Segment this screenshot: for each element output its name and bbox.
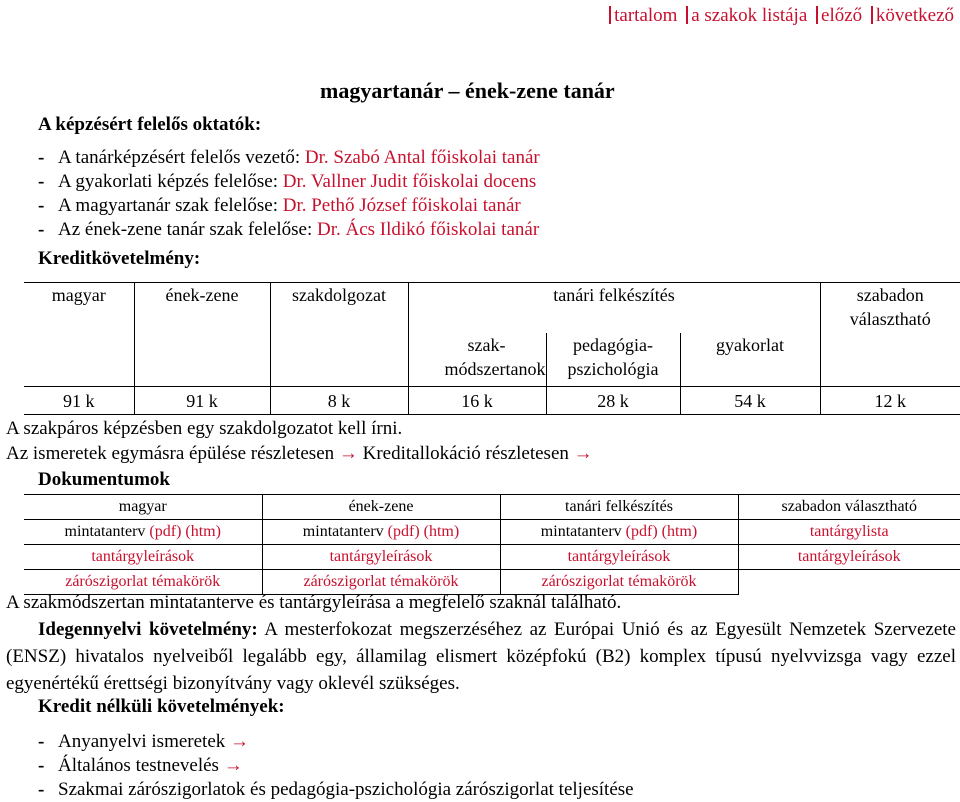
no-credit-item: Anyanyelvi ismeretek bbox=[58, 731, 226, 752]
mintatanterv-cell-magyar: mintatanterv (pdf) (htm) bbox=[24, 520, 262, 545]
header-szakmodszertan: szak- módszertanok bbox=[408, 333, 546, 387]
zaroszigorlat-cell bbox=[24, 570, 262, 595]
header-enekzene: ének-zene bbox=[134, 283, 270, 387]
credit-table bbox=[24, 282, 960, 415]
documents-table bbox=[24, 494, 960, 595]
nav-link-previous[interactable]: előző bbox=[821, 5, 863, 26]
role-label: A magyartanár szak felelőse: bbox=[58, 195, 283, 216]
tantargyleiras-link-enekzene[interactable]: tantárgyleírások bbox=[329, 548, 433, 565]
mintatanterv-cell-enekzene: mintatanterv (pdf) (htm) bbox=[262, 520, 500, 545]
tantargylista-link[interactable]: tantárgylista bbox=[809, 523, 889, 540]
list-item: - Az ének-zene tanár szak felelőse: Dr. Ács Ildikó főiskolai tanár bbox=[38, 219, 540, 240]
header-magyar: magyar bbox=[24, 283, 134, 387]
role-label: A tanárképzésért felelős vezető: bbox=[58, 147, 305, 168]
credit-heading: Kreditkövetelmény: bbox=[38, 248, 201, 269]
list-item: - Szakmai zárószigorlatok és pedagógia-pszichológia zárószigorlat teljesítése bbox=[38, 779, 634, 800]
header-szabadon: szabadon választható bbox=[820, 283, 960, 387]
nav-link-next[interactable]: következő bbox=[875, 5, 954, 26]
zaroszigorlat-link-enekzene[interactable]: zárószigorlat témakörök bbox=[303, 573, 459, 590]
language-text: A mesterfokozat megszerzéséhez az Európai Unió és az Egyesült Nemzetek Szervezete (ENSZ) hivatalos nyelveiből legalább egy, államilag elismert középfokú (B2) komplex típusú nyelvvizsga vagy ezzel egyenértékű érettségi bizonyítvány vagy oklevél szükséges. bbox=[6, 619, 956, 694]
credit-value-szabadon: 12 k bbox=[820, 387, 960, 415]
nav-separator bbox=[871, 6, 873, 24]
zaroszigorlat-cell bbox=[262, 570, 500, 595]
role-label: A gyakorlati képzés felelőse: bbox=[58, 171, 283, 192]
credit-value-enekzene: 91 k bbox=[134, 387, 270, 415]
doc-header-szabadon: szabadon választható bbox=[738, 495, 960, 520]
nav-link-program-list[interactable]: a szakok listája bbox=[691, 5, 808, 26]
zaroszigorlat-link-magyar[interactable]: zárószigorlat témakörök bbox=[65, 573, 221, 590]
tantargyleiras-cell bbox=[24, 545, 262, 570]
header-szakdolgozat: szakdolgozat bbox=[270, 283, 408, 387]
header-pedagogia: pedagógia- pszichológia bbox=[546, 333, 680, 387]
zaroszigorlat-cell bbox=[500, 570, 738, 595]
list-item: - Általános testnevelés → bbox=[38, 755, 243, 776]
pdf-link[interactable]: (pdf) bbox=[387, 523, 420, 540]
empty-cell bbox=[738, 570, 960, 595]
nav-separator bbox=[686, 6, 688, 24]
list-item: - A gyakorlati képzés felelőse: Dr. Vallner Judit főiskolai docens bbox=[38, 171, 537, 192]
tantargyleiras-cell bbox=[738, 545, 960, 570]
language-label: Idegennyelvi követelmény: bbox=[38, 619, 258, 640]
htm-link[interactable]: (htm) bbox=[185, 523, 221, 540]
nav-link-contents[interactable]: tartalom bbox=[614, 5, 678, 26]
szakmodszertan-note: A szakmódszertan mintatanterve és tantárgyleírása a megfelelő szaknál található. bbox=[6, 592, 622, 613]
responsible-list bbox=[38, 146, 540, 242]
documents-heading: Dokumentumok bbox=[38, 469, 170, 490]
doc-header-magyar: magyar bbox=[24, 495, 262, 520]
no-credit-item: Szakmai zárószigorlatok és pedagógia-pszichológia zárószigorlat teljesítése bbox=[58, 779, 634, 800]
tantargylista-cell bbox=[738, 520, 960, 545]
tantargyleiras-cell bbox=[500, 545, 738, 570]
mintatanterv-cell-tanari: mintatanterv (pdf) (htm) bbox=[500, 520, 738, 545]
credit-value-szakmodszertan: 16 k bbox=[408, 387, 546, 415]
doc-header-enekzene: ének-zene bbox=[262, 495, 500, 520]
header-tanari: tanári felkészítés bbox=[408, 283, 820, 333]
ismeretek-arrow-link[interactable]: → bbox=[338, 443, 358, 464]
testneveles-arrow-link[interactable]: → bbox=[223, 755, 243, 776]
tantargyleiras-link-szabadon[interactable]: tantárgyleírások bbox=[797, 548, 901, 565]
szakparos-note: A szakpáros képzésben egy szakdolgozatot kell írni. bbox=[6, 418, 403, 439]
header-gyakorlat: gyakorlat bbox=[680, 333, 820, 387]
page-title: magyartanár – ének-zene tanár bbox=[320, 78, 615, 103]
pdf-link[interactable]: (pdf) bbox=[625, 523, 658, 540]
responsible-heading: A képzésért felelős oktatók: bbox=[38, 114, 262, 135]
credit-value-gyakorlat: 54 k bbox=[680, 387, 820, 415]
person-link[interactable]: Dr. Pethő József főiskolai tanár bbox=[282, 195, 521, 216]
tantargyleiras-link-tanari[interactable]: tantárgyleírások bbox=[567, 548, 671, 565]
tantargyleiras-link-magyar[interactable]: tantárgyleírások bbox=[91, 548, 195, 565]
no-credit-list bbox=[38, 730, 634, 802]
htm-link[interactable]: (htm) bbox=[661, 523, 698, 540]
credit-value-szakdolgozat: 8 k bbox=[270, 387, 408, 415]
pdf-link[interactable]: (pdf) bbox=[149, 523, 182, 540]
tantargyleiras-cell bbox=[262, 545, 500, 570]
list-item: - A tanárképzésért felelős vezető: Dr. Szabó Antal főiskolai tanár bbox=[38, 147, 540, 168]
language-requirement bbox=[6, 616, 956, 697]
person-link[interactable]: Dr. Vallner Judit főiskolai docens bbox=[282, 171, 537, 192]
role-label: Az ének-zene tanár szak felelőse: bbox=[58, 219, 317, 240]
list-item: - Anyanyelvi ismeretek → bbox=[38, 731, 250, 752]
list-item: - A magyartanár szak felelőse: Dr. Pethő József főiskolai tanár bbox=[38, 195, 521, 216]
top-navigation bbox=[605, 5, 954, 27]
kreditallokacio-arrow-link[interactable]: → bbox=[573, 443, 593, 464]
nav-separator bbox=[609, 6, 611, 24]
credit-value-magyar: 91 k bbox=[24, 387, 134, 415]
no-credit-item: Általános testnevelés bbox=[58, 755, 219, 776]
person-link[interactable]: Dr. Ács Ildikó főiskolai tanár bbox=[317, 219, 540, 240]
ismeretek-line: Az ismeretek egymásra épülése részletesen → Kreditallokáció részletesen → bbox=[6, 443, 593, 464]
person-link[interactable]: Dr. Szabó Antal főiskolai tanár bbox=[304, 147, 540, 168]
zaroszigorlat-link-tanari[interactable]: zárószigorlat témakörök bbox=[541, 573, 697, 590]
anyanyelvi-arrow-link[interactable]: → bbox=[230, 731, 250, 752]
nav-separator bbox=[816, 6, 818, 24]
doc-header-tanari: tanári felkészítés bbox=[500, 495, 738, 520]
no-credit-heading: Kredit nélküli követelmények: bbox=[38, 696, 285, 717]
credit-value-pedagogia: 28 k bbox=[546, 387, 680, 415]
htm-link[interactable]: (htm) bbox=[423, 523, 460, 540]
